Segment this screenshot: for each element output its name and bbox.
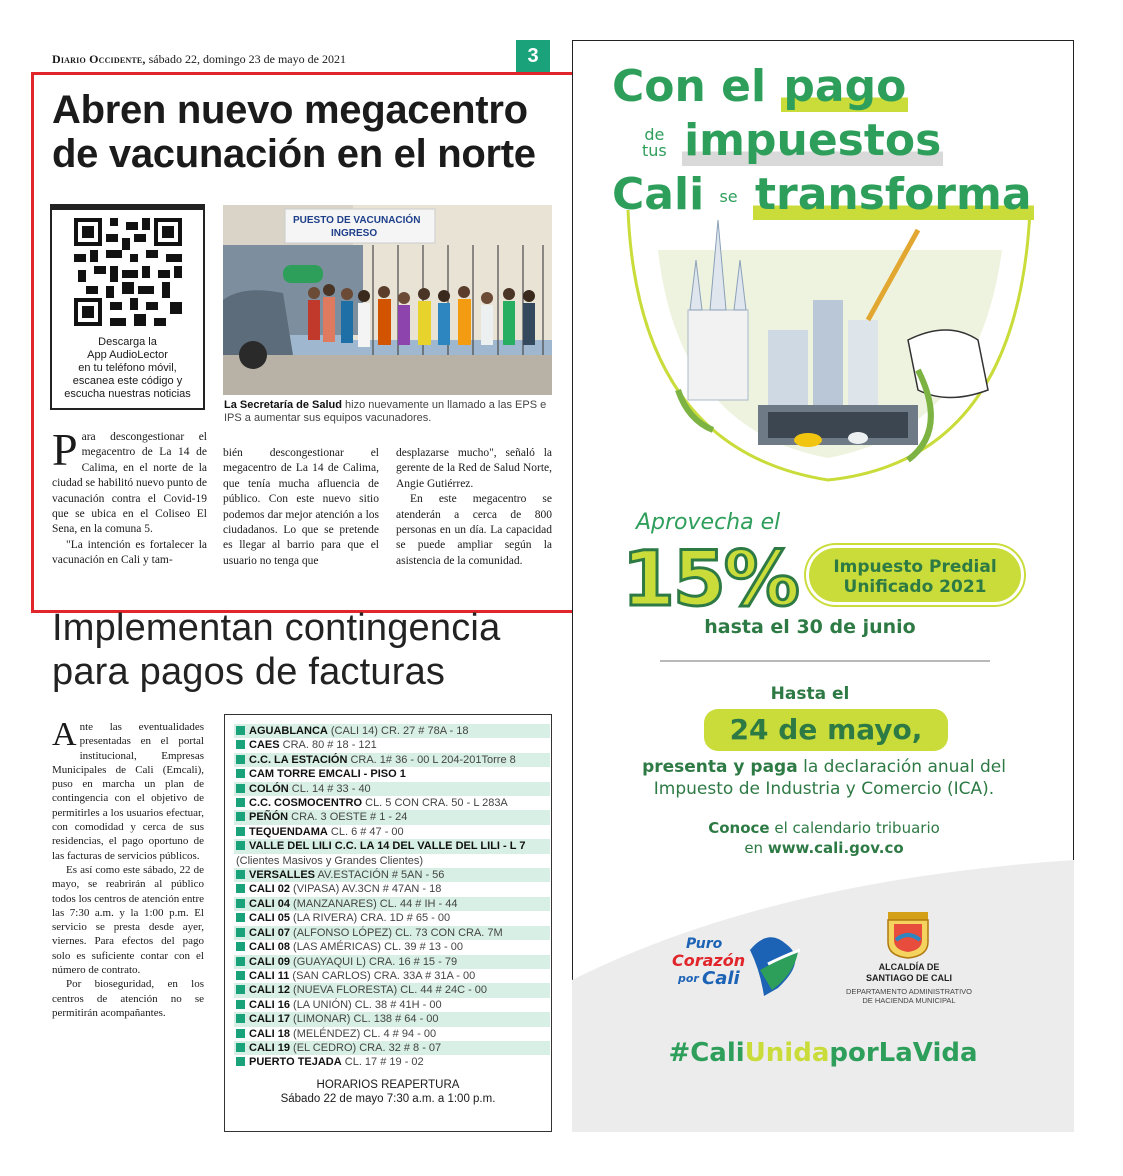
cali-illustration — [618, 187, 1038, 490]
alcaldia-seal-icon — [884, 910, 932, 960]
article1-paragraph: "La intención es fortalecer la vacunación en Cali y tam- — [52, 538, 207, 567]
list-item: C.C. LA ESTACIÓN CRA. 1# 36 - 00 L 204-201Torre 8 — [234, 753, 550, 767]
predial-pill — [806, 545, 1024, 605]
list-item: CALI 16 (LA UNIÓN) CL. 38 # 41H - 00 — [234, 998, 550, 1012]
sign-line-2: INGRESO — [331, 228, 378, 239]
article1-column-1 — [52, 424, 207, 569]
ad-background-curve — [572, 860, 1074, 1132]
masthead — [52, 52, 346, 67]
bullet-square-icon — [236, 985, 245, 994]
puro-corazon-logo — [668, 930, 818, 996]
hours-value: Sábado 22 de mayo 7:30 a.m. a 1:00 p.m. — [280, 1093, 496, 1105]
may-deadline-pill: 24 de mayo, — [704, 709, 948, 751]
department-line: DE HACIENDA MUNICIPAL — [862, 996, 956, 1005]
article1-paragraph: En este megacentro se atenderán a cerca de 800 personas en un día. La capacidad se puede ampliar según la asistencia de la comunidad. — [396, 493, 552, 567]
bullet-square-icon — [236, 957, 245, 966]
list-item: CALI 19 (EL CEDRO) CRA. 32 # 8 - 07 — [234, 1041, 550, 1055]
issue-date: sábado 22, domingo 23 de mayo de 2021 — [145, 52, 346, 66]
department-line: DEPARTAMENTO ADMINISTRATIVO — [846, 987, 972, 996]
caption-lead: La Secretaría de Salud — [224, 399, 342, 411]
ad-line-3b: transforma — [754, 169, 1032, 220]
conoce-lead: Conoce — [708, 819, 770, 837]
vaccination-scene — [223, 205, 552, 395]
list-note: (Clientes Masivos y Grandes Clientes) — [236, 854, 424, 867]
ad-small-word: tus — [642, 141, 667, 160]
list-item: CALI 18 (MELÉNDEZ) CL. 4 # 94 - 00 — [234, 1027, 550, 1041]
audiolector-text — [50, 336, 205, 401]
hashtag-part: Unida — [744, 1038, 830, 1068]
dropcap: P — [52, 424, 78, 475]
bullet-square-icon — [236, 1000, 245, 1009]
puro-word: Puro — [686, 936, 723, 952]
article2-headline: Implementan contingencia para pagos de facturas — [52, 607, 501, 693]
list-item: VALLE DEL LILI C.C. LA 14 DEL VALLE DEL LILI - L 7 — [234, 839, 550, 853]
web-prefix: en — [744, 839, 768, 857]
list-item: VERSALLES AV.ESTACIÓN # 5AN - 56 — [234, 868, 550, 882]
page-number: 3 — [516, 40, 550, 72]
audiolector-line: Descarga la — [98, 336, 157, 348]
bullet-square-icon — [236, 899, 245, 908]
bullet-square-icon — [236, 827, 245, 836]
por-word: por — [678, 972, 699, 985]
service-centers-list — [234, 724, 550, 1070]
list-item: CALI 05 (LA RIVERA) CRA. 1D # 65 - 00 — [234, 911, 550, 925]
bullet-square-icon — [236, 784, 245, 793]
ad-divider — [660, 660, 990, 662]
bullet-square-icon — [236, 1043, 245, 1052]
hashtag-part: #Cali — [668, 1038, 745, 1068]
website-link[interactable]: www.cali.gov.co — [767, 839, 904, 857]
bullet-square-icon — [236, 1057, 245, 1066]
list-item: AGUABLANCA (CALI 14) CR. 27 # 78A - 18 — [234, 724, 550, 738]
list-item: CALI 08 (LAS AMÉRICAS) CL. 39 # 13 - 00 — [234, 940, 550, 954]
ad-line-2b: impuestos — [684, 115, 942, 166]
ad-small-word: de — [644, 125, 665, 144]
list-item: CALI 12 (NUEVA FLORESTA) CL. 44 # 24C - 00 — [234, 983, 550, 997]
audiolector-line: en tu teléfono móvil, — [78, 362, 177, 374]
bullet-square-icon — [236, 726, 245, 735]
deadline-june: hasta el 30 de junio — [704, 616, 916, 638]
hours-title: HORARIOS REAPERTURA — [316, 1079, 460, 1091]
hashtag-part: porLaVida — [829, 1038, 978, 1068]
list-item: CALI 17 (LIMONAR) CL. 138 # 64 - 00 — [234, 1012, 550, 1026]
discount-percent: 15% — [622, 534, 798, 623]
article2-column — [52, 716, 204, 1020]
bullet-square-icon — [236, 812, 245, 821]
audiolector-line: escanea este código y — [72, 375, 183, 387]
list-item: PEÑÓN CRA. 3 OESTE # 1 - 24 — [234, 810, 550, 824]
qr-code-icon[interactable] — [74, 218, 182, 326]
aprovecha-text: Aprovecha el — [636, 510, 781, 535]
bullet-square-icon — [236, 740, 245, 749]
list-item: CALI 04 (MANZANARES) CL. 44 # IH - 44 — [234, 897, 550, 911]
list-item: CALI 07 (ALFONSO LÓPEZ) CL. 73 CON CRA. 7M — [234, 926, 550, 940]
ad-line-3-small: se — [719, 187, 738, 206]
cali-word: Cali — [702, 968, 740, 989]
alcaldia-text — [826, 962, 992, 1005]
list-item: CALI 02 (VIPASA) AV.3CN # 47AN - 18 — [234, 882, 550, 896]
list-item: COLÓN CL. 14 # 33 - 40 — [234, 782, 550, 796]
article1-column-3 — [396, 446, 552, 569]
alcaldia-line: ALCALDÍA DE — [878, 962, 940, 972]
corazon-word: Corazón — [672, 951, 746, 970]
bullet-square-icon — [236, 942, 245, 951]
bullet-square-icon — [236, 928, 245, 937]
ad-line-1a: Con el — [612, 61, 782, 112]
bullet-square-icon — [236, 798, 245, 807]
list-item: TEQUENDAMA CL. 6 # 47 - 00 — [234, 825, 550, 839]
audiolector-line: App AudioLector — [87, 349, 168, 361]
list-item: C.C. COSMOCENTRO CL. 5 CON CRA. 50 - L 283A — [234, 796, 550, 810]
ad-line-1b: pago — [783, 61, 907, 112]
bullet-square-icon — [236, 870, 245, 879]
reopening-hours — [226, 1078, 550, 1106]
article2-paragraph: nte las eventualidades presentadas en el portal institucional, Empresas Municipales de Cali (Emcali), puso en marcha un plan de contingencia con el objetivo de permitirles a los usuarios efectuar, con comodidad y cerca de sus residencias, el pago oportuno de las facturas de servicios públicos. — [52, 721, 204, 862]
bullet-square-icon — [236, 769, 245, 778]
ica-lead: presenta y paga — [642, 757, 798, 777]
dropcap: A — [52, 716, 77, 753]
bullet-square-icon — [236, 841, 245, 850]
bullet-square-icon — [236, 1029, 245, 1038]
vaccination-photo — [223, 205, 552, 395]
ica-rest: la declaración anual del Impuesto de Industria y Comercio (ICA). — [653, 757, 1006, 799]
calendar-text — [612, 818, 1036, 858]
article1-paragraph: desplazarse mucho", señaló la gerente de la Red de Salud Norte, Angie Gutiérrez. — [396, 447, 552, 490]
bullet-square-icon — [236, 1014, 245, 1023]
pill-line: Unificado 2021 — [843, 577, 987, 597]
bullet-square-icon — [236, 884, 245, 893]
campaign-hashtag — [600, 1038, 1046, 1068]
ad-small-words — [642, 127, 667, 159]
paper-name: Diario Occidente, — [52, 52, 146, 66]
list-item: CAES CRA. 80 # 18 - 121 — [234, 738, 550, 752]
list-item: CALI 09 (GUAYAQUI L) CRA. 16 # 15 - 79 — [234, 955, 550, 969]
hasta-el-text: Hasta el — [770, 684, 850, 704]
alcaldia-line: SANTIAGO DE CALI — [865, 973, 952, 983]
ica-text — [612, 756, 1036, 800]
sign-line-1: PUESTO DE VACUNACIÓN — [293, 215, 421, 226]
bullet-square-icon — [236, 755, 245, 764]
article2-paragraph: Por bioseguridad, en los centros de atención no se permitirán acompañantes. — [52, 978, 204, 1019]
list-item: CAM TORRE EMCALI - PISO 1 — [234, 767, 550, 781]
photo-caption — [224, 399, 554, 425]
bullet-square-icon — [236, 971, 245, 980]
article1-column-2: bién descongestionar el megacentro de La 14 de Calima, que tenía mucha afluencia de público. Con este nuevo sitio podemos dar mejor atención a los ciudadanos. Lo que se pretende es llegar al barrio para que el usuario no tenga que — [223, 447, 379, 567]
caption-text: hizo nuevamente un llamado a las EPS e IPS a aumentar sus equipos vacunadores. — [224, 399, 547, 424]
ad-line-3a: Cali — [612, 169, 720, 220]
list-item: CALI 11 (SAN CARLOS) CRA. 33A # 31A - 00 — [234, 969, 550, 983]
bullet-square-icon — [236, 913, 245, 922]
audiolector-line: escucha nuestras noticias — [64, 388, 191, 400]
list-item: PUERTO TEJADA CL. 17 # 19 - 02 — [234, 1055, 550, 1069]
article1-headline: Abren nuevo megacentro de vacunación en el norte — [52, 88, 536, 176]
conoce-rest: el calendario tribuario — [769, 819, 940, 837]
pill-line: Impuesto Predial — [833, 557, 997, 577]
article2-paragraph: Es así como este sábado, 22 de mayo, se reabrirán al público todos los centros de atención entre las 7:30 a.m. y la 1:00 p.m. El servicio se presta desde ayer, viernes. Para efectos del pago solo es suficiente contar con el número de contrato. — [52, 863, 204, 977]
article1-paragraph: ara descongestionar el megacentro de La 14 de Calima, en el norte de la ciudad se habilitó nuevo punto de vacunación contra el Covid-19 que se ubica en el Coliseo El Sena, en la comuna 5. — [52, 431, 207, 536]
